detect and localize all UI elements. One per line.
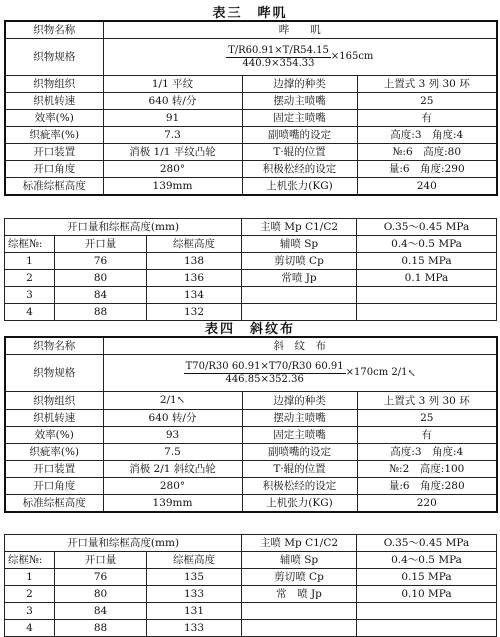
table-row: [5, 287, 497, 304]
table-row: [5, 236, 497, 253]
value-cell: 有: [357, 110, 497, 127]
value-cell: №:2 高度:100: [357, 461, 497, 478]
spec-suffix: ×165cm: [330, 51, 374, 62]
label-cell: 副喷嘴的设定: [242, 127, 357, 144]
table-row: [5, 586, 497, 603]
arrow-up-left-icon: ↖: [176, 395, 186, 406]
value-cell: 93: [103, 427, 242, 444]
label-cell: 效率(%): [5, 110, 103, 127]
value-cell: [103, 392, 242, 410]
heddle-no: 4: [5, 620, 55, 637]
label-cell: 开口装置: [5, 461, 103, 478]
spec-denominator: 440.9×354.33: [242, 57, 315, 69]
weave-value: 2/1: [159, 394, 177, 406]
label-cell: 织物组织: [5, 76, 103, 93]
value-cell: №:6 高度:80: [357, 144, 497, 161]
heddle-no: 1: [5, 569, 55, 586]
value-cell: 7.3: [103, 127, 242, 144]
value-cell: 240: [357, 178, 497, 196]
label-cell: 织物组织: [5, 392, 103, 410]
opening-amount: 76: [55, 569, 147, 586]
label-cell: 织物规格: [5, 39, 103, 76]
value-cell: 640 转/分: [103, 410, 242, 427]
label-cell: 边撑的种类: [242, 392, 357, 410]
label-cell: 织物名称: [5, 337, 103, 355]
nozzle-label: [242, 287, 357, 304]
table-row: [5, 76, 497, 93]
value-cell: 上置式 3 列 30 环: [357, 392, 497, 410]
label-cell: 织机转速: [5, 93, 103, 110]
value-cell: 哔 叽: [103, 21, 497, 39]
value-cell: 139mm: [103, 178, 242, 196]
label-cell: 上机张力(KG): [242, 178, 357, 196]
nozzle-label: 常 喷 Jp: [242, 586, 357, 603]
heddle-no: 3: [5, 287, 55, 304]
heddle-no: 1: [5, 253, 55, 270]
table3-title: 表三 哔叽: [212, 6, 288, 21]
label-cell: 摆动主喷嘴: [242, 410, 357, 427]
table-row: [5, 178, 497, 196]
table-row: [5, 161, 497, 178]
table4-heddle-table: [4, 534, 497, 637]
label-cell: 积极松经的设定: [242, 478, 357, 495]
heddle-caption: 开口量和综框高度(mm): [5, 219, 242, 236]
heddle-no: 4: [5, 304, 55, 321]
nozzle-label: 常喷 Jp: [242, 270, 357, 287]
nozzle-value: O.35～0.45 MPa: [357, 535, 497, 552]
table3-heddle-table: [4, 218, 497, 321]
heddle-no: 2: [5, 586, 55, 603]
nozzle-label: 剪切喷 Cp: [242, 253, 357, 270]
nozzle-value: [357, 603, 497, 620]
value-cell: 25: [357, 93, 497, 110]
opening-amount: 80: [55, 270, 147, 287]
table-row: [5, 603, 497, 620]
table-row: [5, 569, 497, 586]
value-cell: 消极 2/1 斜纹凸轮: [103, 461, 242, 478]
label-cell: 开口装置: [5, 144, 103, 161]
value-cell: 280°: [103, 161, 242, 178]
heddle-height: 131: [147, 603, 242, 620]
label-cell: 固定主喷嘴: [242, 427, 357, 444]
value-cell: 25: [357, 410, 497, 427]
label-cell: 标准综框高度: [5, 495, 103, 513]
nozzle-value: 0.4～0.5 MPa: [357, 236, 497, 253]
nozzle-value: 0.15 MPa: [357, 253, 497, 270]
table-row: [5, 478, 497, 495]
value-cell: 量:6 角度:290: [357, 161, 497, 178]
value-cell: 有: [357, 427, 497, 444]
value-cell: 斜 纹 布: [103, 337, 497, 355]
label-cell: 织机转速: [5, 410, 103, 427]
nozzle-value: [357, 287, 497, 304]
spec-fraction: [226, 45, 331, 70]
label-cell: T·辊的位置: [242, 461, 357, 478]
spec-suffix: ×170cm 2/1: [345, 367, 408, 378]
heddle-height: 133: [147, 586, 242, 603]
nozzle-value: 0.4～0.5 MPa: [357, 552, 497, 569]
label-cell: 开口角度: [5, 161, 103, 178]
column-header: 开口量: [55, 236, 147, 253]
table4-spec-table: [4, 336, 498, 513]
label-cell: 开口角度: [5, 478, 103, 495]
opening-amount: 84: [55, 287, 147, 304]
label-cell: 上机张力(KG): [242, 495, 357, 513]
value-cell: 640 转/分: [103, 93, 242, 110]
table-row: [5, 461, 497, 478]
label-cell: 织疵率(%): [5, 127, 103, 144]
label-cell: T·辊的位置: [242, 144, 357, 161]
table-row: [5, 410, 497, 427]
heddle-height: 134: [147, 287, 242, 304]
heddle-height: 135: [147, 569, 242, 586]
label-cell: 织物规格: [5, 355, 103, 392]
label-cell: 标准综框高度: [5, 178, 103, 196]
label-cell: 织疵率(%): [5, 444, 103, 461]
heddle-height: 132: [147, 304, 242, 321]
opening-amount: 88: [55, 304, 147, 321]
table-row: [5, 620, 497, 637]
table-row: [5, 355, 497, 392]
column-header: 开口量: [55, 552, 147, 569]
table4-title: 表四 斜纹布: [204, 322, 295, 337]
column-header: 综框高度: [147, 236, 242, 253]
value-cell: 280°: [103, 478, 242, 495]
value-cell: 上置式 3 列 30 环: [357, 76, 497, 93]
nozzle-label: 主喷 Mp C1/C2: [242, 219, 357, 236]
nozzle-value: [357, 620, 497, 637]
table-row: [5, 110, 497, 127]
table-row: [5, 337, 497, 355]
table-row: [5, 444, 497, 461]
nozzle-value: 0.10 MPa: [357, 586, 497, 603]
nozzle-value: O.35～0.45 MPa: [357, 219, 497, 236]
spec-formula-cell: [103, 39, 497, 76]
table-row: [5, 270, 497, 287]
nozzle-label: 辅喷 Sp: [242, 236, 357, 253]
column-header: 综框№:: [5, 236, 55, 253]
value-cell: 量:6 角度:280: [357, 478, 497, 495]
heddle-no: 3: [5, 603, 55, 620]
table-row: [5, 535, 497, 552]
spec-numerator: T/R60.91×T/R54.15: [228, 44, 329, 56]
heddle-height: 133: [147, 620, 242, 637]
value-cell: 220: [357, 495, 497, 513]
value-cell: 1/1 平纹: [103, 76, 242, 93]
value-cell: 高度:3 角度:4: [357, 127, 497, 144]
value-cell: 91: [103, 110, 242, 127]
opening-amount: 80: [55, 586, 147, 603]
spec-denominator: 446.85×352.36: [225, 373, 304, 385]
table-row: [5, 495, 497, 513]
value-cell: 消极 1/1 平纹凸轮: [103, 144, 242, 161]
label-cell: 织物名称: [5, 21, 103, 39]
table-row: [5, 552, 497, 569]
heddle-height: 138: [147, 253, 242, 270]
value-cell: 高度:3 角度:4: [357, 444, 497, 461]
nozzle-value: 0.1 MPa: [357, 270, 497, 287]
nozzle-label: 辅喷 Sp: [242, 552, 357, 569]
table-row: [5, 93, 497, 110]
table-row: [5, 21, 497, 39]
table-row: [5, 392, 497, 410]
label-cell: 副喷嘴的设定: [242, 444, 357, 461]
table3-spec-table: [4, 20, 498, 196]
opening-amount: 76: [55, 253, 147, 270]
value-cell: 139mm: [103, 495, 242, 513]
table-row: [5, 144, 497, 161]
table-row: [5, 219, 497, 236]
column-header: 综框№:: [5, 552, 55, 569]
spec-fraction: [184, 361, 346, 386]
table-row: [5, 39, 497, 76]
table-row: [5, 127, 497, 144]
nozzle-label: 主喷 Mp C1/C2: [242, 535, 357, 552]
label-cell: 摆动主喷嘴: [242, 93, 357, 110]
label-cell: 效率(%): [5, 427, 103, 444]
arrow-up-left-icon: ↖: [407, 368, 416, 379]
table-row: [5, 427, 497, 444]
heddle-caption: 开口量和综框高度(mm): [5, 535, 242, 552]
table-row: [5, 253, 497, 270]
label-cell: 固定主喷嘴: [242, 110, 357, 127]
nozzle-value: 0.15 MPa: [357, 569, 497, 586]
opening-amount: 84: [55, 603, 147, 620]
value-cell: 7.5: [103, 444, 242, 461]
spec-formula-cell: [103, 355, 497, 392]
label-cell: 积极松经的设定: [242, 161, 357, 178]
opening-amount: 88: [55, 620, 147, 637]
heddle-height: 136: [147, 270, 242, 287]
nozzle-label: [242, 620, 357, 637]
label-cell: 边撑的种类: [242, 76, 357, 93]
nozzle-label: 剪切喷 Cp: [242, 569, 357, 586]
nozzle-label: [242, 603, 357, 620]
spec-numerator: T70/R30 60.91×T70/R30 60.91: [185, 360, 344, 372]
column-header: 综框高度: [147, 552, 242, 569]
heddle-no: 2: [5, 270, 55, 287]
